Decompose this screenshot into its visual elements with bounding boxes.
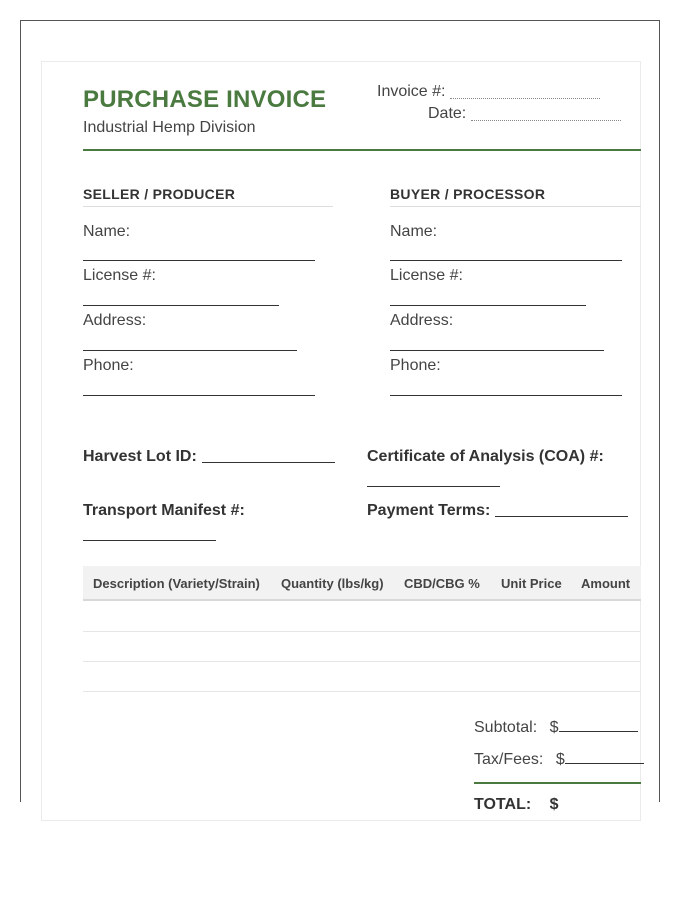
payment-terms-field[interactable] <box>367 502 628 520</box>
buyer-phone-line[interactable] <box>390 395 622 396</box>
buyer-heading: BUYER / PROCESSOR <box>390 186 641 207</box>
totals-divider <box>474 782 641 784</box>
subtotal-label: Subtotal: <box>474 719 538 736</box>
seller-name-line[interactable] <box>83 260 315 261</box>
seller-phone-line[interactable] <box>83 395 315 396</box>
col-quantity: Quantity (lbs/kg) <box>281 576 384 591</box>
date-label: Date: <box>428 105 467 122</box>
tax-currency: $ <box>555 751 565 768</box>
tax-row[interactable] <box>474 751 644 769</box>
manifest-label: Transport Manifest #: <box>83 502 245 519</box>
buyer-name-label: Name: <box>390 223 438 240</box>
seller-license-line[interactable] <box>83 305 279 306</box>
harvest-lot-label: Harvest Lot ID: <box>83 448 197 465</box>
buyer-license-line[interactable] <box>390 305 586 306</box>
subtotal-row[interactable] <box>474 719 638 737</box>
seller-name-label: Name: <box>83 223 131 240</box>
date-line[interactable] <box>471 119 621 121</box>
subtotal-currency: $ <box>549 719 559 736</box>
col-unit-price: Unit Price <box>501 576 562 591</box>
invoice-sheet <box>41 61 641 821</box>
seller-license-label: License #: <box>83 267 156 284</box>
buyer-license-label: License #: <box>390 267 463 284</box>
col-amount: Amount <box>581 576 631 591</box>
buyer-address-line[interactable] <box>390 350 604 351</box>
buyer-phone-label: Phone: <box>390 357 441 374</box>
subtotal-line[interactable] <box>559 730 638 732</box>
header-divider <box>83 149 641 151</box>
invoice-title: PURCHASE INVOICE <box>83 86 327 113</box>
seller-heading: SELLER / PRODUCER <box>83 186 333 207</box>
payment-terms-label: Payment Terms: <box>367 502 491 519</box>
division-subtitle: Industrial Hemp Division <box>83 119 256 136</box>
invoice-number-label: Invoice #: <box>377 83 446 100</box>
date-field[interactable] <box>428 105 621 123</box>
buyer-address-label: Address: <box>390 312 454 329</box>
document-frame <box>20 20 660 813</box>
seller-address-line[interactable] <box>83 350 297 351</box>
col-description: Description (Variety/Strain) <box>93 576 260 591</box>
total-currency: $ <box>549 796 559 813</box>
total-label: TOTAL: <box>474 796 532 813</box>
buyer-name-line[interactable] <box>390 260 622 261</box>
table-row[interactable] <box>83 661 641 662</box>
table-row[interactable] <box>83 631 641 632</box>
seller-phone-label: Phone: <box>83 357 134 374</box>
table-row[interactable] <box>83 691 641 692</box>
manifest-line[interactable] <box>83 540 216 541</box>
total-row[interactable] <box>474 796 559 814</box>
tax-line[interactable] <box>565 762 644 764</box>
harvest-lot-field[interactable] <box>83 448 335 466</box>
line-items-header <box>83 566 641 601</box>
col-cbd-cbg: CBD/CBG % <box>404 576 480 591</box>
coa-label: Certificate of Analysis (COA) #: <box>367 448 604 465</box>
payment-terms-line[interactable] <box>495 515 628 517</box>
invoice-number-line[interactable] <box>450 97 600 99</box>
invoice-number-field[interactable] <box>377 83 600 101</box>
seller-address-label: Address: <box>83 312 147 329</box>
harvest-lot-line[interactable] <box>202 461 335 463</box>
coa-line[interactable] <box>367 486 500 487</box>
tax-label: Tax/Fees: <box>474 751 544 768</box>
